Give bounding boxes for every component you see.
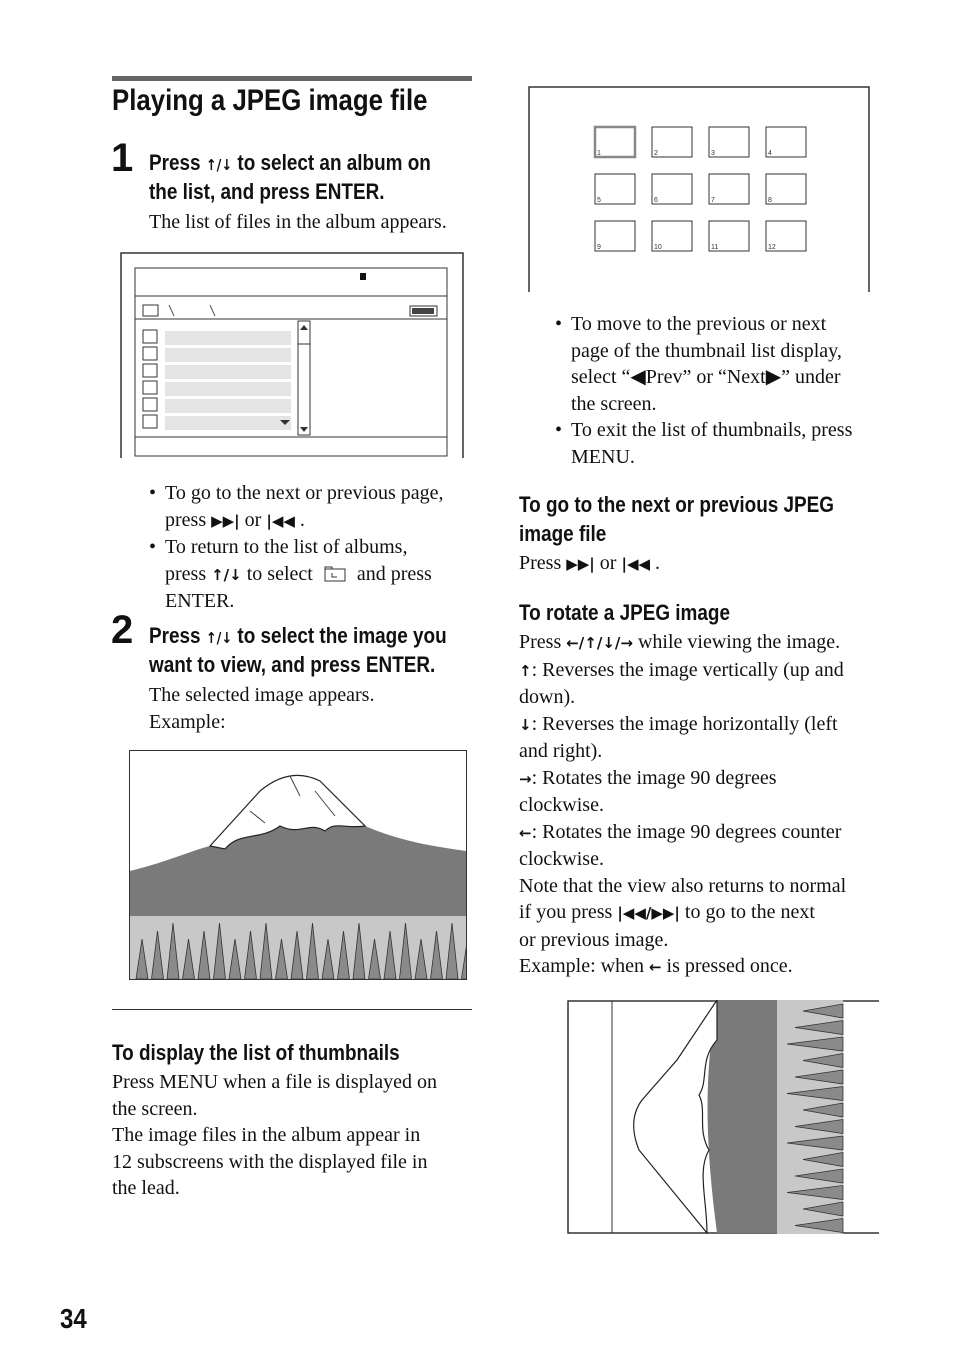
file-icon <box>143 398 157 411</box>
thumbnail[interactable] <box>595 127 635 157</box>
thumbnail-label: 3 <box>711 150 715 157</box>
bullet-list-2 <box>555 311 885 470</box>
thumbnail-label: 2 <box>654 150 658 157</box>
rotate-heading: To rotate a JPEG image <box>519 600 730 625</box>
thumbnail[interactable] <box>652 174 692 204</box>
file-icon <box>143 347 157 360</box>
rotated-example-image <box>567 1000 879 1234</box>
thumbnail-grid-figure <box>528 86 872 292</box>
title-rule <box>112 76 472 81</box>
thumbnail-label: 5 <box>597 197 601 204</box>
step-1-number: 1 <box>111 136 134 180</box>
example-mountain-image <box>129 750 467 980</box>
list-row[interactable] <box>165 348 291 362</box>
rotate-body: Press ←/↑/↓/→ while viewing the image. ↑: Reverses the image vertically (up and down). ↓: Reverses the image horizontally (left and right). →: Rotates the image 90 degrees clockwise. ←: Rotates the image 90 degrees counter clockwise. Note that the view also returns to normal if you press |◀◀/▶▶| to go to the next or previous image. Example: when ← is pressed once. <box>519 631 847 977</box>
step-2-body-2: Example: <box>149 711 226 733</box>
next-jpeg-heading: To go to the next or previous JPEG <box>519 492 835 517</box>
scrollbar[interactable] <box>298 321 310 435</box>
thumbnail[interactable] <box>595 174 635 204</box>
thumbnails-body: Press MENU when a file is displayed on the screen. The image files in the album appear in 12 subscreens with the displayed file in the lead. <box>112 1071 437 1199</box>
step-2-heading-line2: want to view, and press ENTER. <box>149 652 436 677</box>
step-2-number: 2 <box>111 608 134 652</box>
battery-icon <box>410 306 437 316</box>
previous-track-icon: |◀◀ <box>266 511 295 530</box>
file-rows <box>143 330 291 430</box>
thumbnail-label: 11 <box>711 244 719 251</box>
bullet-list-1 <box>149 480 479 615</box>
list-row[interactable] <box>165 399 291 413</box>
up-down-arrows-icon: ↑/↓ <box>205 629 233 647</box>
thumbnail[interactable] <box>766 174 806 204</box>
up-arrow-icon: ↑ <box>519 661 532 680</box>
list-row[interactable] <box>165 416 291 430</box>
thumbnail-label: 8 <box>768 197 772 204</box>
thumbnail-label: 4 <box>768 150 772 157</box>
thumbnail[interactable] <box>766 127 806 157</box>
arrow-keys-icon: ←/↑/↓/→ <box>566 634 633 652</box>
page-title: Playing a JPEG image file <box>112 84 428 117</box>
thumbnail[interactable] <box>709 127 749 157</box>
prev-next-track-icon: |◀◀/▶▶| <box>617 904 680 922</box>
list-row[interactable] <box>165 382 291 396</box>
up-down-arrows-icon: ↑/↓ <box>211 565 242 584</box>
thumbnail-label: 1 <box>597 150 601 157</box>
step-1-heading: Press ↑/↓ to select an album on <box>149 150 431 175</box>
file-icon <box>143 364 157 377</box>
next-jpeg-heading-line2: image file <box>519 521 607 546</box>
folder-icon <box>143 305 158 316</box>
list-row[interactable] <box>165 331 291 345</box>
down-arrow-icon: ↓ <box>519 715 532 734</box>
thumbnail-label: 6 <box>654 197 658 204</box>
thumbnail-label: 9 <box>597 244 601 251</box>
step-1-heading-line2: the list, and press ENTER. <box>149 179 385 204</box>
step-1-body: The list of files in the album appears. <box>149 211 447 233</box>
previous-track-icon: |◀◀ <box>621 555 651 573</box>
thumbnail[interactable] <box>652 127 692 157</box>
file-list-screen-figure <box>120 252 466 458</box>
thumbnail-grid <box>595 127 806 251</box>
bullet-return-albums: • To return to the list of albums, press ↑/↓ to select and press ENTER. <box>149 534 479 615</box>
bullet-next-page: • To go to the next or previous page, press ▶▶| or |◀◀ . <box>149 480 479 534</box>
thumbnail-label: 7 <box>711 197 715 204</box>
next-track-icon: ▶▶| <box>566 555 595 573</box>
list-row[interactable] <box>165 365 291 379</box>
left-arrow-icon: ← <box>648 958 662 976</box>
bullet-prev-next-page: • To move to the previous or next page of the thumbnail list display, select “◀Prev” or “Next▶” under the screen. <box>555 311 885 417</box>
thumbnails-heading: To display the list of thumbnails <box>112 1040 400 1065</box>
file-icon <box>143 381 157 394</box>
right-arrow-icon: → <box>519 769 532 788</box>
file-icon <box>143 415 157 428</box>
thumbnail[interactable] <box>595 221 635 251</box>
next-jpeg-body: Press ▶▶| or |◀◀ . <box>519 552 661 574</box>
album-folder-icon <box>143 330 157 343</box>
up-down-arrows-icon: ↑/↓ <box>205 156 233 174</box>
page-number: 34 <box>60 1303 87 1334</box>
thumbnail[interactable] <box>709 174 749 204</box>
left-arrow-icon: ← <box>519 823 532 842</box>
next-track-icon: ▶▶| <box>211 511 240 530</box>
step-2-body-1: The selected image appears. <box>149 684 375 706</box>
section-divider <box>112 1009 472 1010</box>
step-2-heading: Press ↑/↓ to select the image you <box>149 623 447 648</box>
thumbnail-label: 10 <box>654 244 662 251</box>
thumbnail-label: 12 <box>768 244 776 251</box>
album-folder-icon <box>324 566 346 582</box>
bullet-exit-thumbnails: • To exit the list of thumbnails, press MENU. <box>555 417 885 470</box>
